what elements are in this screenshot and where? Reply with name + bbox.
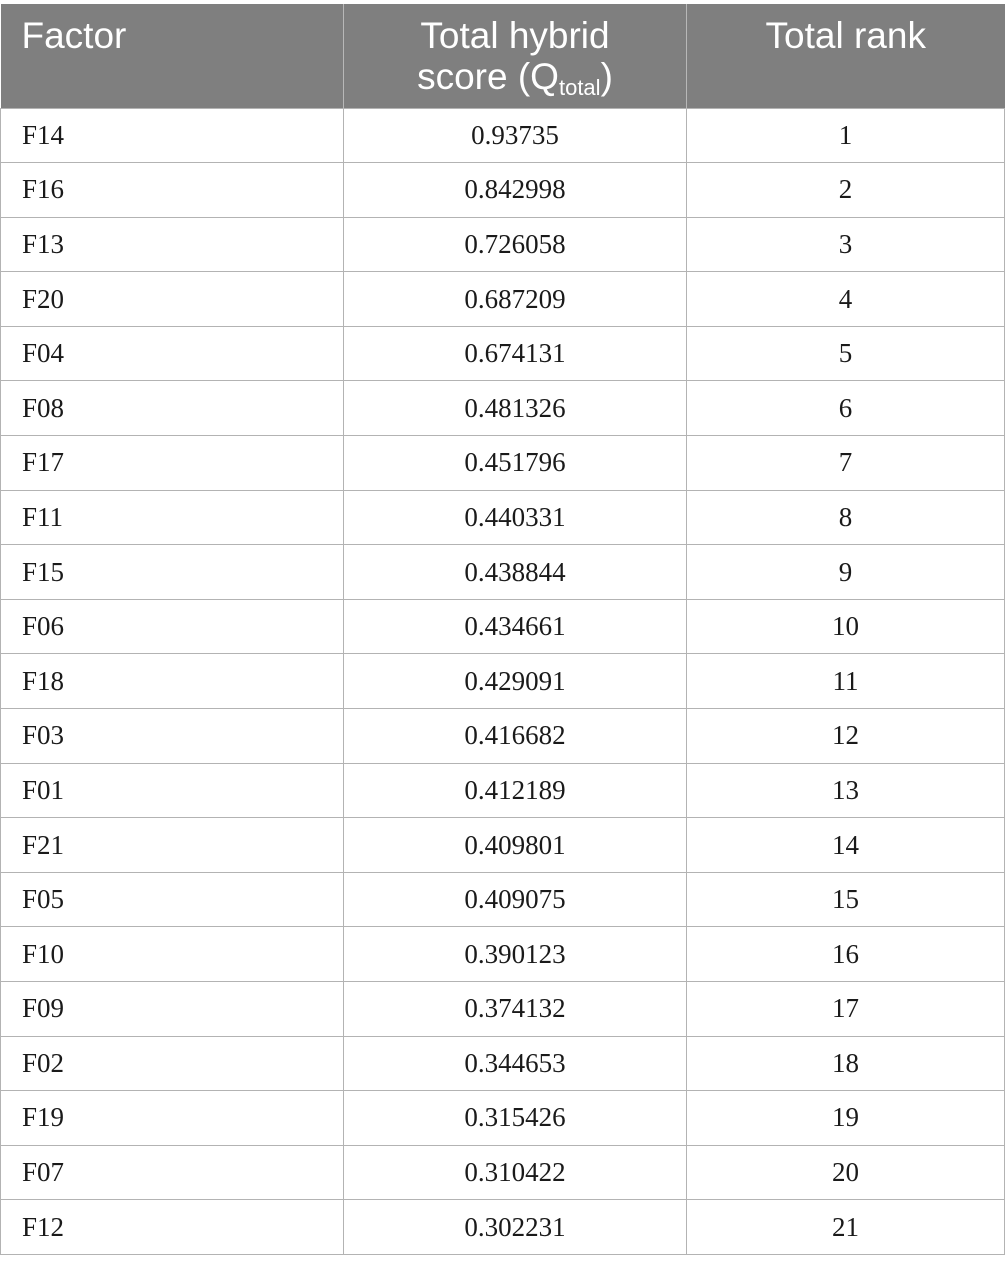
table-row <box>1 1036 1005 1091</box>
factor-cell: F02 <box>1 1036 344 1091</box>
header-row <box>1 4 1005 108</box>
score-cell: 0.310422 <box>344 1145 687 1200</box>
table-row <box>1 1091 1005 1146</box>
factor-cell: F21 <box>1 818 344 873</box>
rank-cell: 17 <box>687 982 1005 1037</box>
score-cell: 0.390123 <box>344 927 687 982</box>
table-row <box>1 436 1005 491</box>
rank-cell: 6 <box>687 381 1005 436</box>
score-cell: 0.315426 <box>344 1091 687 1146</box>
score-cell: 0.438844 <box>344 545 687 600</box>
header-total-hybrid-score <box>344 4 687 108</box>
factor-cell: F17 <box>1 436 344 491</box>
score-cell: 0.302231 <box>344 1200 687 1255</box>
rank-cell: 20 <box>687 1145 1005 1200</box>
rank-cell: 16 <box>687 927 1005 982</box>
factor-cell: F11 <box>1 490 344 545</box>
score-cell: 0.434661 <box>344 599 687 654</box>
rank-cell: 5 <box>687 326 1005 381</box>
score-cell: 0.481326 <box>344 381 687 436</box>
rank-cell: 19 <box>687 1091 1005 1146</box>
table-row <box>1 927 1005 982</box>
score-cell: 0.451796 <box>344 436 687 491</box>
score-cell: 0.409075 <box>344 872 687 927</box>
header-score-line2-prefix: score (Q <box>417 56 559 97</box>
rank-cell: 3 <box>687 217 1005 272</box>
table-row <box>1 217 1005 272</box>
header-factor: Factor <box>1 4 344 108</box>
table-row <box>1 982 1005 1037</box>
factor-cell: F08 <box>1 381 344 436</box>
rank-cell: 7 <box>687 436 1005 491</box>
table-row <box>1 599 1005 654</box>
table-row <box>1 272 1005 327</box>
table-row <box>1 108 1005 163</box>
factor-cell: F18 <box>1 654 344 709</box>
score-cell: 0.842998 <box>344 163 687 218</box>
table-row <box>1 872 1005 927</box>
table-row <box>1 654 1005 709</box>
rank-cell: 18 <box>687 1036 1005 1091</box>
factor-cell: F12 <box>1 1200 344 1255</box>
factor-cell: F07 <box>1 1145 344 1200</box>
rank-cell: 2 <box>687 163 1005 218</box>
table-row <box>1 163 1005 218</box>
table-row <box>1 1200 1005 1255</box>
table-row <box>1 490 1005 545</box>
rank-cell: 11 <box>687 654 1005 709</box>
rank-cell: 21 <box>687 1200 1005 1255</box>
header-total-rank: Total rank <box>765 15 926 56</box>
score-cell: 0.687209 <box>344 272 687 327</box>
table-row <box>1 545 1005 600</box>
factor-cell: F13 <box>1 217 344 272</box>
factor-cell: F16 <box>1 163 344 218</box>
factor-cell: F01 <box>1 763 344 818</box>
table-header <box>1 4 1005 108</box>
table-row <box>1 709 1005 764</box>
rank-cell: 15 <box>687 872 1005 927</box>
table-row <box>1 1145 1005 1200</box>
rank-cell: 9 <box>687 545 1005 600</box>
rank-cell: 14 <box>687 818 1005 873</box>
factor-cell: F10 <box>1 927 344 982</box>
rank-cell: 1 <box>687 108 1005 163</box>
table-row <box>1 326 1005 381</box>
score-cell: 0.374132 <box>344 982 687 1037</box>
score-cell: 0.429091 <box>344 654 687 709</box>
rank-cell: 10 <box>687 599 1005 654</box>
factor-cell: F20 <box>1 272 344 327</box>
table-body <box>1 108 1005 1254</box>
factor-cell: F06 <box>1 599 344 654</box>
table-row <box>1 381 1005 436</box>
factor-cell: F15 <box>1 545 344 600</box>
score-cell: 0.412189 <box>344 763 687 818</box>
score-cell: 0.674131 <box>344 326 687 381</box>
factor-cell: F05 <box>1 872 344 927</box>
ranking-table-container <box>0 4 1005 1255</box>
header-score-subscript: total <box>558 75 601 100</box>
header-score-line2-suffix: ) <box>600 56 613 97</box>
score-cell: 0.409801 <box>344 818 687 873</box>
rank-cell: 12 <box>687 709 1005 764</box>
ranking-table <box>0 4 1005 1255</box>
header-score-line1: Total hybrid <box>420 15 610 56</box>
factor-cell: F03 <box>1 709 344 764</box>
factor-cell: F14 <box>1 108 344 163</box>
rank-cell: 8 <box>687 490 1005 545</box>
factor-cell: F04 <box>1 326 344 381</box>
score-cell: 0.726058 <box>344 217 687 272</box>
factor-cell: F09 <box>1 982 344 1037</box>
score-cell: 0.93735 <box>344 108 687 163</box>
score-cell: 0.344653 <box>344 1036 687 1091</box>
factor-cell: F19 <box>1 1091 344 1146</box>
table-row <box>1 818 1005 873</box>
score-cell: 0.416682 <box>344 709 687 764</box>
rank-cell: 4 <box>687 272 1005 327</box>
score-cell: 0.440331 <box>344 490 687 545</box>
rank-cell: 13 <box>687 763 1005 818</box>
table-row <box>1 763 1005 818</box>
